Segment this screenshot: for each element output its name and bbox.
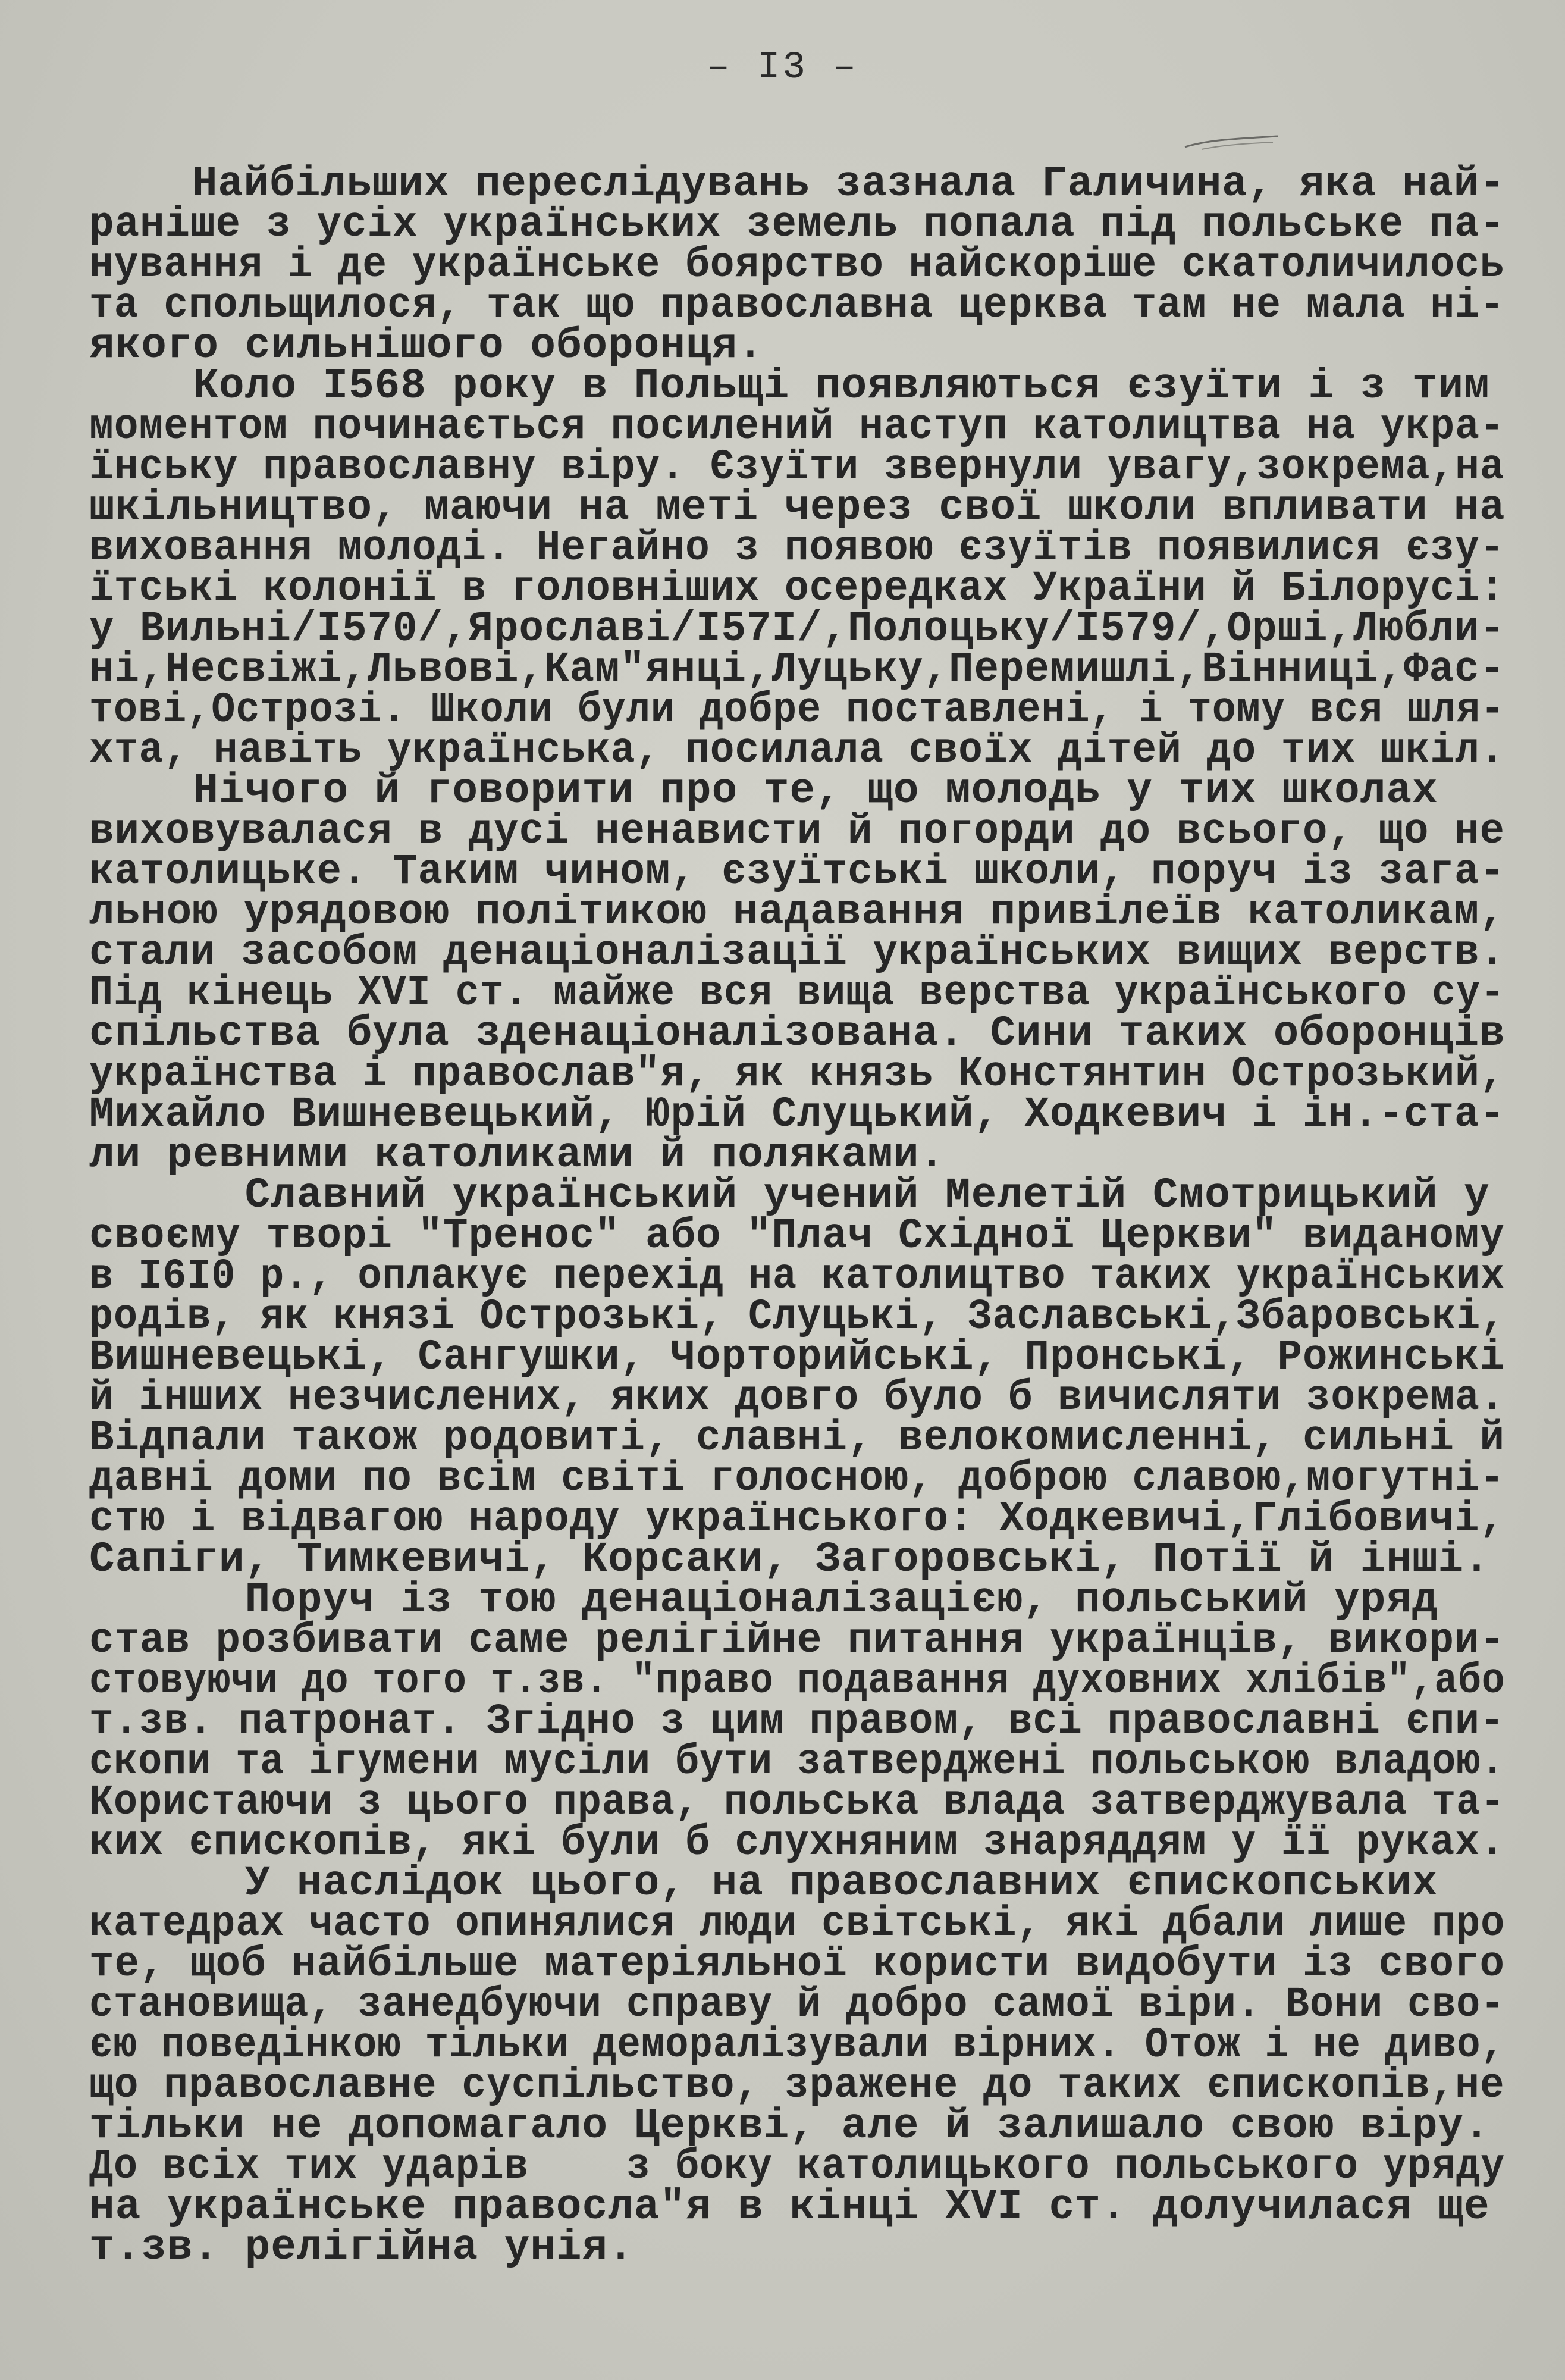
text-line: тільки не допомагало Церкві, але й залишало свою віру. — [89, 2103, 1490, 2150]
text-line: моментом починається посилений наступ католицтва на укра- — [89, 403, 1505, 451]
text-line: Відпали також родовиті, славні, велокомисленні, сильні й — [89, 1415, 1505, 1463]
text-line: Користаючи з цього права, польська влада затверджувала та- — [89, 1779, 1506, 1827]
text-line: До всіх тих ударів з боку католицького польського уряду — [89, 2143, 1506, 2191]
text-line: своєму творі "Тренос" або "Плач Східної Церкви" виданому — [89, 1213, 1505, 1260]
text-line: якого сильнішого оборонця. — [89, 322, 764, 370]
text-line: Поруч із тою денаціоналізацією, польський уряд — [89, 1577, 1438, 1624]
text-line: ні,Несвіжі,Львові,Кам"янці,Луцьку,Перемишлі,Вінниці,Фас- — [89, 646, 1505, 694]
text-line: шкільництво, маючи на меті через свої школи впливати на — [89, 484, 1506, 532]
text-line: та спольщилося, так що православна церква там не мала ні- — [89, 282, 1505, 330]
text-line: на українське правосла"я в кінці XVI ст. долучилася ще — [89, 2184, 1490, 2231]
text-line: спільства була зденаціоналізована. Сини таких оборонців — [89, 1010, 1506, 1058]
text-line: те, щоб найбільше матеріяльної користи видобути із свого — [89, 1941, 1505, 1988]
text-line: Михайло Вишневецький, Юрій Слуцький, Ходкевич і ін.-ста- — [89, 1091, 1505, 1139]
page-number: – I3 – — [707, 46, 858, 89]
text-line: родів, як князі Острозькі, Слуцькі, Заславські,Збаровські, — [89, 1294, 1506, 1341]
text-line: українства і православ"я, як князь Констянтин Острозький, — [89, 1051, 1505, 1098]
text-line: їтські колонії в головніших осередках України й Білорусі: — [89, 565, 1505, 613]
text-line: що православне суспільство, зражене до таких єпископів,не — [89, 2062, 1505, 2110]
text-line: тові,Острозі. Школи були добре поставлені, і тому вся шля- — [89, 687, 1506, 734]
text-line: Славний український учений Мелетій Смотрицький у — [89, 1172, 1490, 1220]
text-line: т.зв. релігійна унія. — [89, 2224, 634, 2272]
text-line: т.зв. патронат. Згідно з цим правом, всі православні єпи- — [89, 1698, 1505, 1746]
text-line: їнську православну віру. Єзуїти звернули увагу,зокрема,на — [89, 444, 1505, 491]
stray-pen-mark — [1184, 134, 1279, 152]
text-line: скопи та ігумени мусіли бути затверджені польською владою. — [89, 1739, 1506, 1786]
text-line: Найбільших переслідувань зазнала Галичина, яка най- — [89, 161, 1506, 208]
text-line: ли ревними католиками й поляками. — [89, 1132, 946, 1179]
text-line: Нічого й говорити про те, що молодь у тих школах — [89, 768, 1438, 815]
text-line: Коло I568 року в Польщі появляються єзуїти і з тим — [89, 363, 1490, 411]
text-line: Під кінець XVI ст. майже вся вища верства українського су- — [89, 970, 1506, 1017]
text-line: стали засобом денаціоналізації українських вищих верств. — [89, 929, 1505, 977]
text-line: виховання молоді. Негайно з появою єзуїтів появилися єзу- — [89, 525, 1505, 572]
text-line: У наслідок цього, на православних єпископських — [89, 1860, 1438, 1908]
text-line: Сапіги, Тимкевичі, Корсаки, Загоровські, Потії й інші. — [89, 1536, 1490, 1584]
text-line: льною урядовою політикою надавання привілеїв католикам, — [89, 889, 1506, 937]
text-line: католицьке. Таким чином, єзуїтські школи, поруч із зага- — [89, 848, 1505, 896]
text-line: в I6I0 р., оплакує перехід на католицтво таких українських — [89, 1253, 1506, 1301]
text-line: й інших незчислених, яких довго було б вичисляти зокрема. — [89, 1374, 1505, 1422]
text-line: катедрах часто опинялися люди світські, які дбали лише про — [89, 1900, 1506, 1948]
text-line: стовуючи до того т.зв. "право подавання духовних хлібів",або — [89, 1658, 1506, 1705]
text-line: у Вильні/I570/,Ярославі/I57I/,Полоцьку/I579/,Орші,Любли- — [89, 606, 1505, 653]
text-line: єю поведінкою тільки деморалізували вірних. Отож і не диво, — [89, 2022, 1505, 2069]
text-line: стю і відвагою народу українського: Ходкевичі,Глібовичі, — [89, 1496, 1505, 1543]
text-line: хта, навіть українська, посилала своїх дітей до тих шкіл. — [89, 727, 1505, 775]
text-line: виховувалася в дусі ненависти й погорди до всього, що не — [89, 808, 1505, 856]
text-line: ких єпископів, які були б слухняним знаряддям у її руках. — [89, 1820, 1505, 1867]
text-line: став розбивати саме релігійне питання українців, викори- — [89, 1617, 1505, 1665]
text-line: раніше з усіх українських земель попала під польське па- — [89, 201, 1505, 249]
text-line: давні доми по всім світі голосною, доброю славою,могутні- — [89, 1455, 1505, 1503]
text-line: нування і де українське боярство найскоріше скатоличилось — [89, 242, 1505, 289]
text-line: Вишневецькі, Сангушки, Чорторийські, Пронські, Рожинські — [89, 1334, 1505, 1382]
text-line: становища, занедбуючи справу й добро самої віри. Вони сво- — [89, 1981, 1506, 2029]
